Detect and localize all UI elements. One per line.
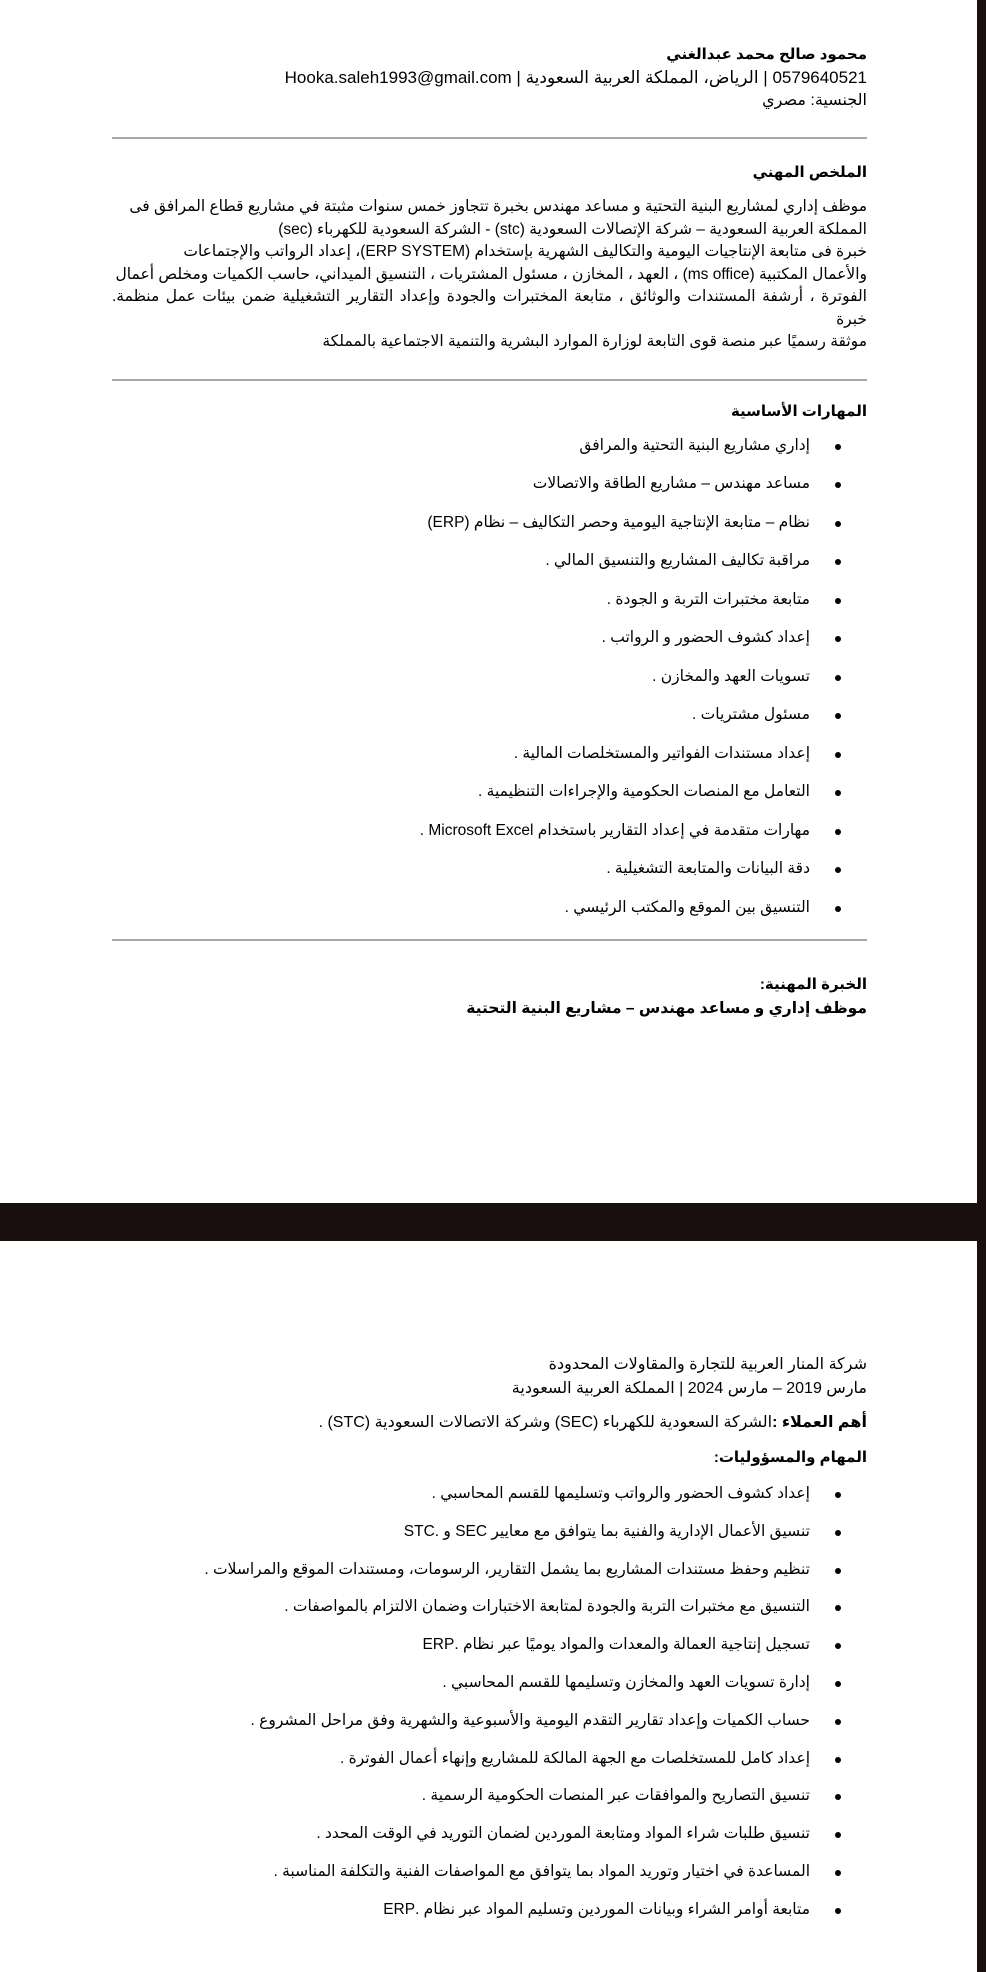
page-1-content	[112, 0, 867, 1020]
summary-title: الملخص المهني	[752, 164, 867, 181]
task-item: إدارة تسويات العهد والمخازن وتسليمها للقسم المحاسبي .	[112, 1672, 867, 1694]
bullet-icon	[835, 1719, 841, 1725]
task-item: تسجيل إنتاجية العمالة والمعدات والمواد يوميًا عبر نظام .ERP	[112, 1634, 867, 1656]
document-page-2	[0, 1241, 977, 1972]
bullet-icon	[835, 906, 841, 912]
skill-item: إعداد مستندات الفواتير والمستخلصات المالية .	[112, 743, 867, 765]
page-separator	[0, 1203, 986, 1241]
viewer-edge	[977, 0, 986, 1972]
bullet-icon	[835, 675, 841, 681]
summary-line: موظف إداري لمشاريع البنية التحتية و مساعد مهندس بخبرة تتجاوز خمس سنوات مثبتة في مشاريع قطاع المرافق فى	[129, 198, 867, 215]
task-item: تنسيق طلبات شراء المواد ومتابعة الموردين لضمان التوريد في الوقت المحدد .	[112, 1823, 867, 1845]
skills-title: المهارات الأساسية	[730, 402, 867, 420]
skill-item: مهارات متقدمة في إعداد التقارير باستخدام Microsoft Excel .	[112, 820, 867, 842]
bullet-icon	[835, 1870, 841, 1876]
bullet-icon	[835, 559, 841, 565]
page-2-content	[112, 1241, 867, 1921]
bullet-icon	[835, 521, 841, 527]
bullet-icon	[835, 598, 841, 604]
bullet-icon	[835, 867, 841, 873]
key-clients-label: أهم العملاء :	[772, 1414, 867, 1431]
skill-item: متابعة مختبرات التربة و الجودة .	[112, 589, 867, 611]
bullet-icon	[835, 829, 841, 835]
skill-item: إعداد كشوف الحضور و الرواتب .	[112, 627, 867, 649]
bullet-icon	[835, 1605, 841, 1611]
skill-item: نظام – متابعة الإنتاجية اليومية وحصر التكاليف – نظام (ERP)	[112, 512, 867, 534]
task-item: إعداد كشوف الحضور والرواتب وتسليمها للقسم المحاسبي .	[112, 1483, 867, 1505]
tasks-list	[112, 1483, 867, 1921]
bullet-icon	[835, 1492, 841, 1498]
tasks-title: المهام والمسؤوليات:	[713, 1449, 867, 1466]
skill-item: مراقبة تكاليف المشاريع والتنسيق المالي .	[112, 550, 867, 572]
bullet-icon	[835, 713, 841, 719]
bullet-icon	[835, 1794, 841, 1800]
skill-item: دقة البيانات والمتابعة التشغيلية .	[112, 858, 867, 880]
section-divider	[112, 379, 867, 381]
bullet-icon	[835, 1530, 841, 1536]
bullet-icon	[835, 1757, 841, 1763]
skill-item: تسويات العهد والمخازن .	[112, 666, 867, 688]
skill-item: التعامل مع المنصات الحكومية والإجراءات التنظيمية .	[112, 781, 867, 803]
skill-item: مساعد مهندس – مشاريع الطاقة والاتصالات	[112, 473, 867, 495]
bullet-icon	[835, 482, 841, 488]
bullet-icon	[835, 790, 841, 796]
task-item: متابعة أوامر الشراء وبيانات الموردين وتسليم المواد عبر نظام .ERP	[112, 1899, 867, 1921]
summary-line: الفوترة ، أرشفة المستندات والوثائق ، متابعة المختبرات والجودة وإعداد التقارير التشغيلية ضمن بيئات عمل منظمة. خبرة	[112, 288, 867, 328]
bullet-icon	[835, 1832, 841, 1838]
summary-line: خبرة فى متابعة الإنتاجيات اليومية والتكاليف الشهرية بإستخدام (ERP SYSTEM)، إعداد الرواتب والإجتماعات	[183, 243, 867, 260]
task-item: التنسيق مع مختبرات التربة والجودة لمتابعة الاختبارات وضمان الالتزام بالمواصفات .	[112, 1596, 867, 1618]
task-item: تنظيم وحفظ مستندات المشاريع بما يشمل التقارير، الرسومات، ومستندات الموقع والمراسلات .	[112, 1559, 867, 1581]
task-item: المساعدة في اختيار وتوريد المواد بما يتوافق مع المواصفات الفنية والتكلفة المناسبة .	[112, 1861, 867, 1883]
bullet-icon	[835, 1681, 841, 1687]
job-title: موظف إداري و مساعد مهندس – مشاريع البنية التحتية	[466, 999, 867, 1017]
company-name: شركة المنار العربية للتجارة والمقاولات المحدودة	[548, 1356, 867, 1373]
task-item: حساب الكميات وإعداد تقارير التقدم اليومية والأسبوعية والشهرية وفق مراحل المشروع .	[112, 1710, 867, 1732]
bullet-icon	[835, 1643, 841, 1649]
section-divider	[112, 137, 867, 139]
skills-list	[112, 435, 867, 919]
task-item: تنسيق التصاريح والموافقات عبر المنصات الحكومية الرسمية .	[112, 1785, 867, 1807]
skill-item: التنسيق بين الموقع والمكتب الرئيسي .	[112, 897, 867, 919]
candidate-name: محمود صالح محمد عبدالغني	[666, 46, 867, 63]
bullet-icon	[835, 636, 841, 642]
key-clients-text: الشركة السعودية للكهرباء (SEC) وشركة الاتصالات السعودية (STC) .	[318, 1414, 773, 1431]
summary-line: والأعمال المكتبية (ms office) ، العهد ، المخازن ، مسئول المشتريات ، التنسيق الميداني، حاسب الكميات ومخلص أعمال	[115, 265, 867, 283]
bullet-icon	[835, 752, 841, 758]
employment-period: مارس 2019 – مارس 2024 | المملكة العربية السعودية	[511, 1380, 867, 1397]
key-clients	[112, 1411, 867, 1435]
skill-item: إداري مشاريع البنية التحتية والمرافق	[112, 435, 867, 457]
summary-paragraph	[112, 196, 867, 354]
contact-line: 0579640521 | الرياض، المملكة العربية السعودية | Hooka.saleh1993@gmail.com	[284, 68, 867, 87]
task-item: إعداد كامل للمستخلصات مع الجهة المالكة للمشاريع وإنهاء أعمال الفوترة .	[112, 1748, 867, 1770]
bullet-icon	[835, 444, 841, 450]
experience-title: الخبرة المهنية:	[759, 975, 867, 993]
summary-line: المملكة العربية السعودية – شركة الإتصالات السعودية (stc) - الشركة السعودية للكهرباء (sec)	[278, 220, 867, 238]
task-item: تنسيق الأعمال الإدارية والفنية بما يتوافق مع معايير SEC و .STC	[112, 1521, 867, 1543]
nationality-line: الجنسية: مصري	[762, 92, 867, 109]
bullet-icon	[835, 1568, 841, 1574]
bullet-icon	[835, 1908, 841, 1914]
skill-item: مسئول مشتريات .	[112, 704, 867, 726]
section-divider	[112, 939, 867, 941]
summary-line: موثقة رسميًا عبر منصة قوى التابعة لوزارة الموارد البشرية والتنمية الاجتماعية بالمملكة	[322, 333, 867, 350]
